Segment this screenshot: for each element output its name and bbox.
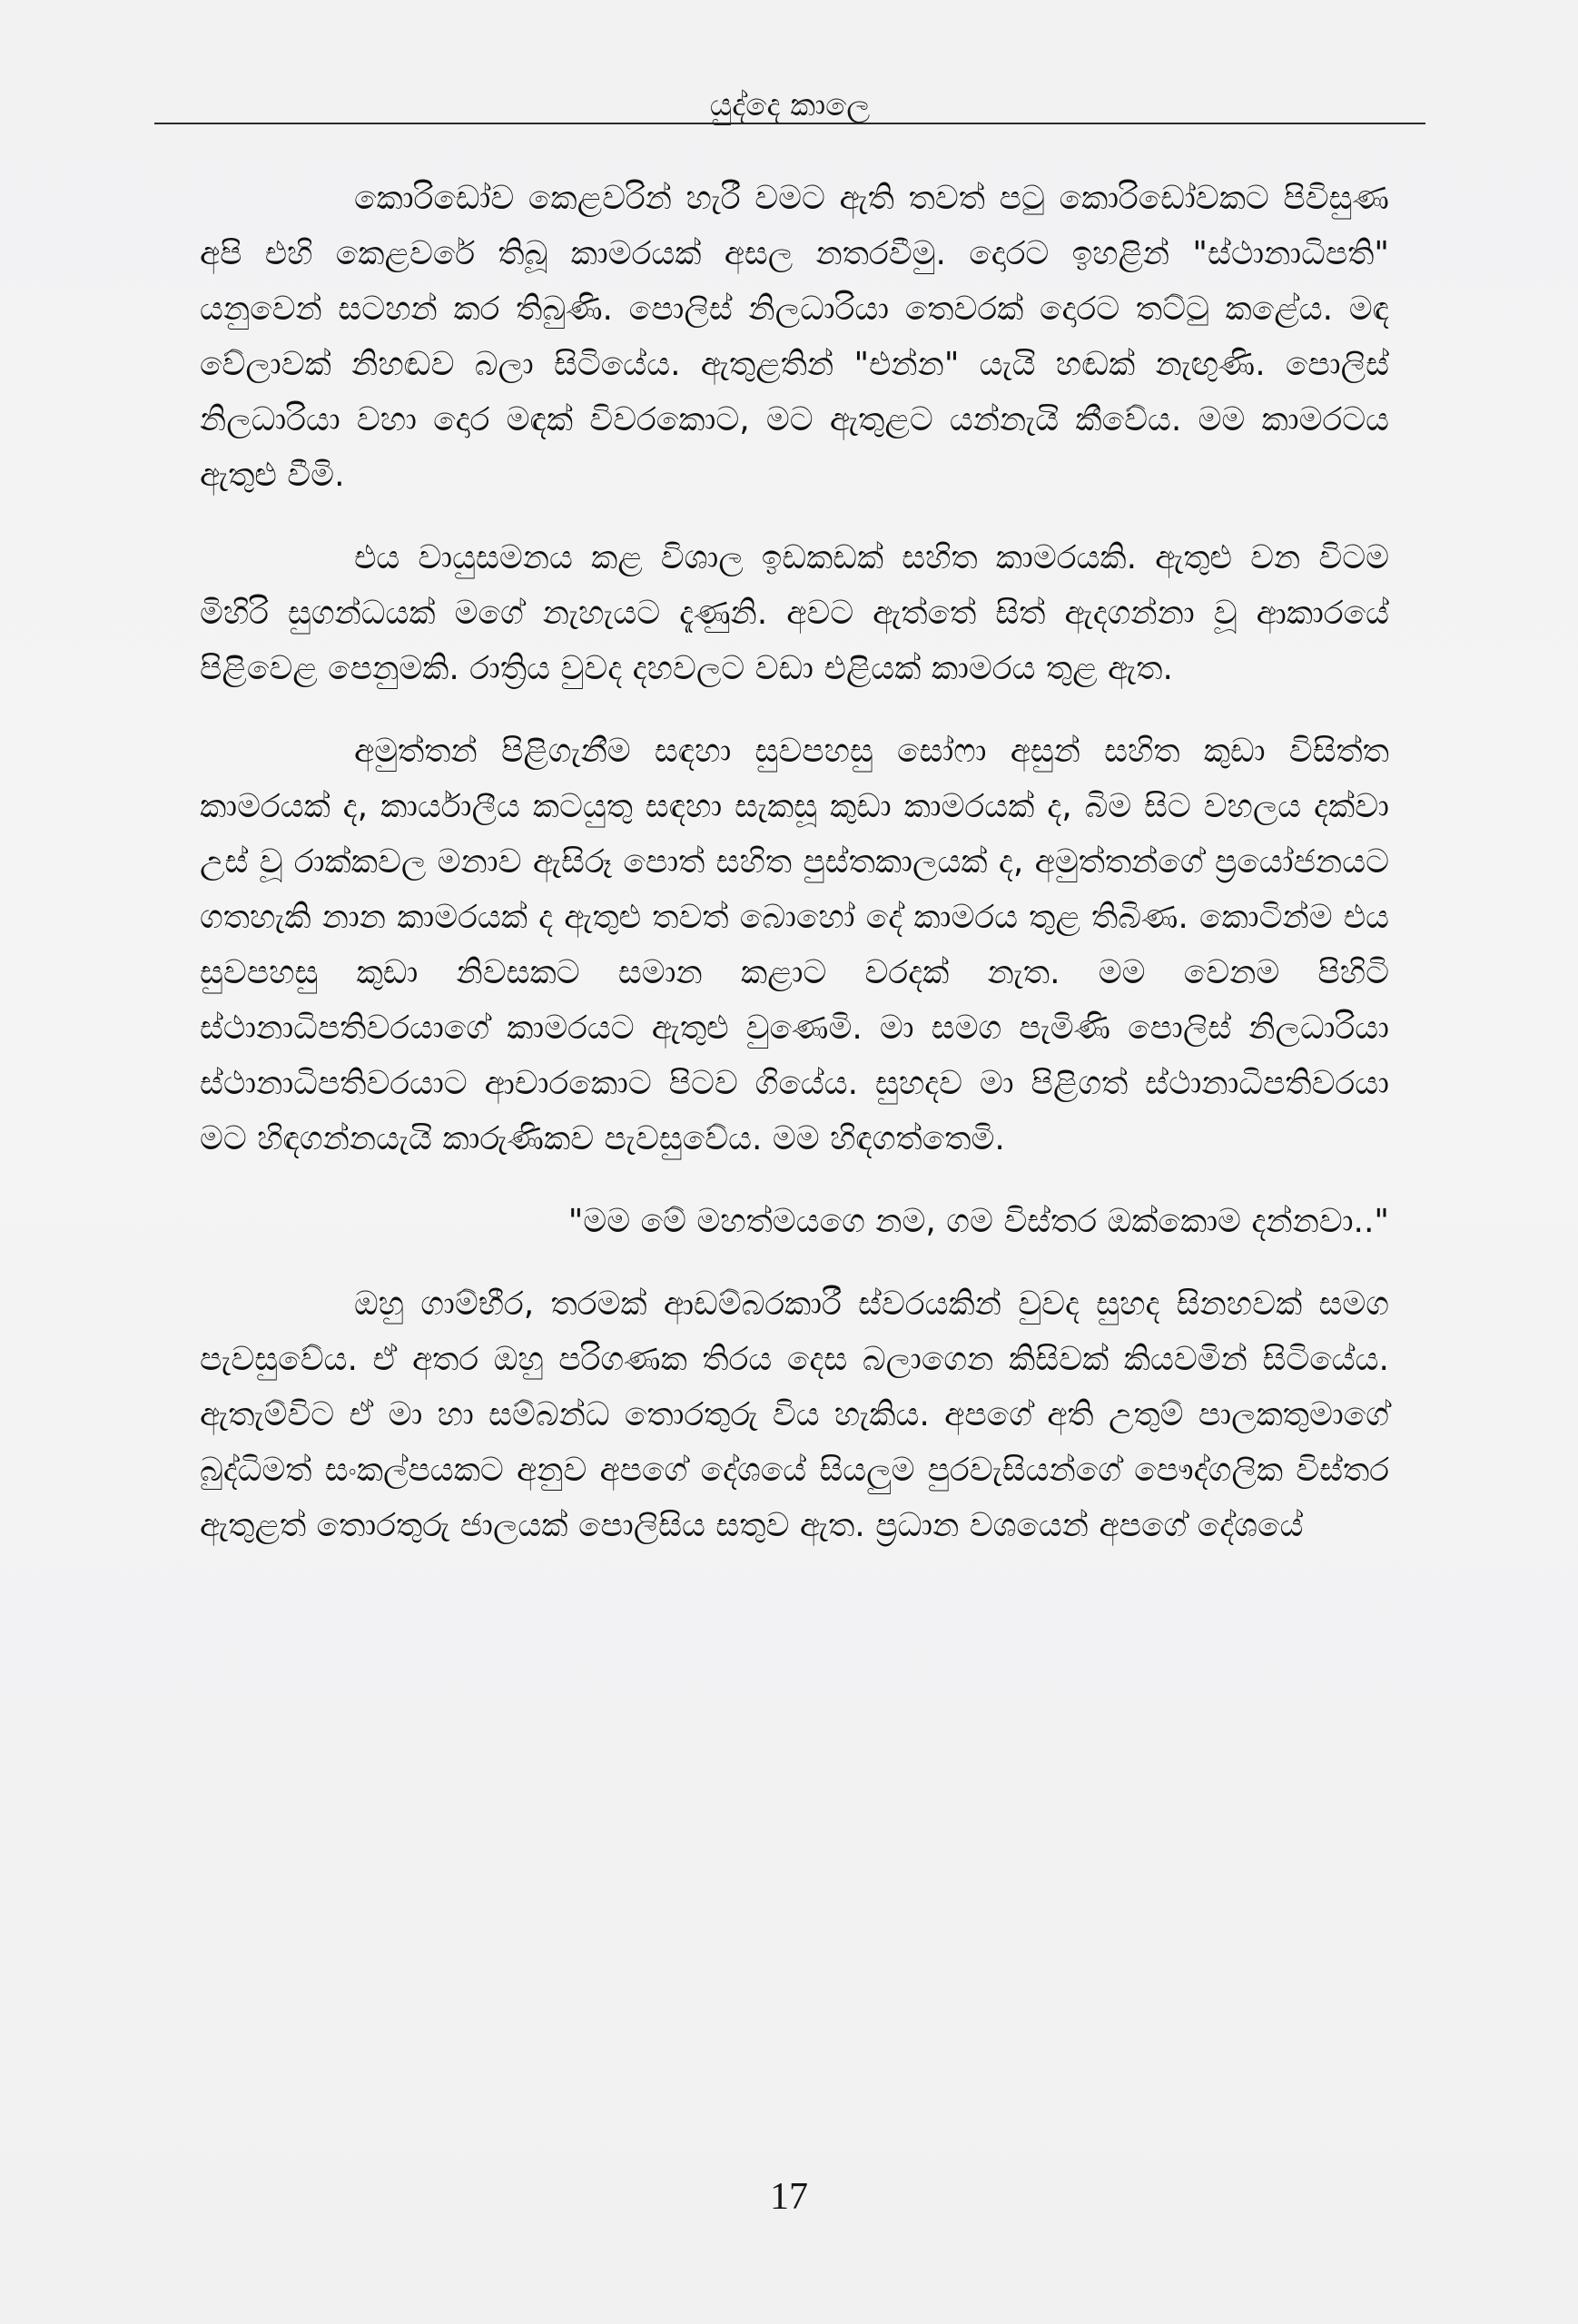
body-text [200, 171, 1389, 1581]
dialogue-quote: "මම මේ මහත්මයගෙ නම, ගම විස්තර ඔක්කොම දන්නවා.." [567, 1203, 1389, 1240]
paragraph-1: කොරිඩෝව කෙළවරින් හැරී වමට ඇති තවත් පටු කොරිඩෝවකට පිවිසුණ අපි එහි කෙළවරේ තිබූ කාමරයක් අසල නතරවීමු. දොරට ඉහළින් "ස්ථානාධිපති" යනුවෙන් සටහන් කර තිබුණි. පොලිස් නිලධාරියා තෙවරක් දොරට තට්ටු කළේය. මඳ වේලාවක් නිහඬව බලා සිටියේය. ඇතුළතින් "එන්න" යැයි හඬක් නැඟුණි. පොලිස් නිලධාරියා වහා දොර මඳක් විවරකොට, මට ඇතුළට යන්නැයි කීවේය. මම කාමරටය ඇතුළු වීමි. [200, 180, 1389, 494]
page-number: 17 [770, 2176, 808, 2218]
paragraph-2: එය වායුසමනය කළ විශාල ඉඩකඩක් සහිත කාමරයකි. ඇතුළු වන විටම මිහිරි සුගන්ධයක් මගේ නැහැයට දැණුනි. අවට ඇත්තේ සිත් ඇදගන්නා වූ ආකාරයේ පිළිවෙළ පෙනුමකි. රාත්‍රිය වුවද දහවලට වඩා එළියක් කාමරය තුළ ඇත. [200, 539, 1389, 687]
paragraph-5: ඔහු ගාම්භීර, තරමක් ආඩම්බරකාරී ස්වරයකින් වුවද සුහද සිනහවක් සමග පැවසුවේය. ඒ අතර ඔහු පරිගණක තිරය දෙස බලාගෙන කිසිවක් කියවමින් සිටියේය. ඇතැම්විට ඒ මා හා සම්බන්ධ තොරතුරු විය හැකිය. අපගේ අති උතුම් පාලකතුමාගේ බුද්ධිමත් සංකල්පයකට අනුව අපගේ දේශයේ සියලුම පුරවැසියන්ගේ පෞද්ගලික විස්තර ඇතුළත් තොරතුරු ජාලයක් පොලිසිය සතුව ඇත. ප්‍රධාන වශයෙන් අපගේ දේශයේ [200, 1285, 1389, 1544]
running-head-title: යුද්දෙ කාලෙ [709, 87, 871, 123]
header-rule [154, 123, 1425, 124]
paragraph-3: අමුත්තන් පිළිගැනීම සඳහා සුවපහසු සෝෆා අසුන් සහිත කුඩා විසිත්ත කාමරයක් ද, කාර්යාලීය කටයුතු සඳහා සැකසූ කුඩා කාමරයක් ද, බිම සිට වහලය දක්වා උස් වූ රාක්කවල මනාව ඇසිරූ පොත් සහිත පුස්තකාලයක් ද, අමුත්තන්ගේ ප්‍රයෝජනයට ගතහැකි නාන කාමරයක් ද ඇතුළු තවත් බොහෝ දේ කාමරය තුළ තිබිණ. කොටින්ම එය සුවපහසු කුඩා නිවසකට සමාන කළාට වරදක් නැත. මම වෙනම පිහිටි ස්ථානාධිපතිවරයාගේ කාමරයට ඇතුළු වුණෙමි. මා සමග පැමිණි පොලිස් නිලධාරියා ස්ථානාධිපතිවරයාට ආචාරකොට පිටව ගියේය. සුහදව මා පිළිගත් ස්ථානාධිපතිවරයා මට හිඳගන්නයැයි කාරුණිකව පැවසුවේය. මම හිඳගත්තෙමි. [200, 733, 1389, 1157]
